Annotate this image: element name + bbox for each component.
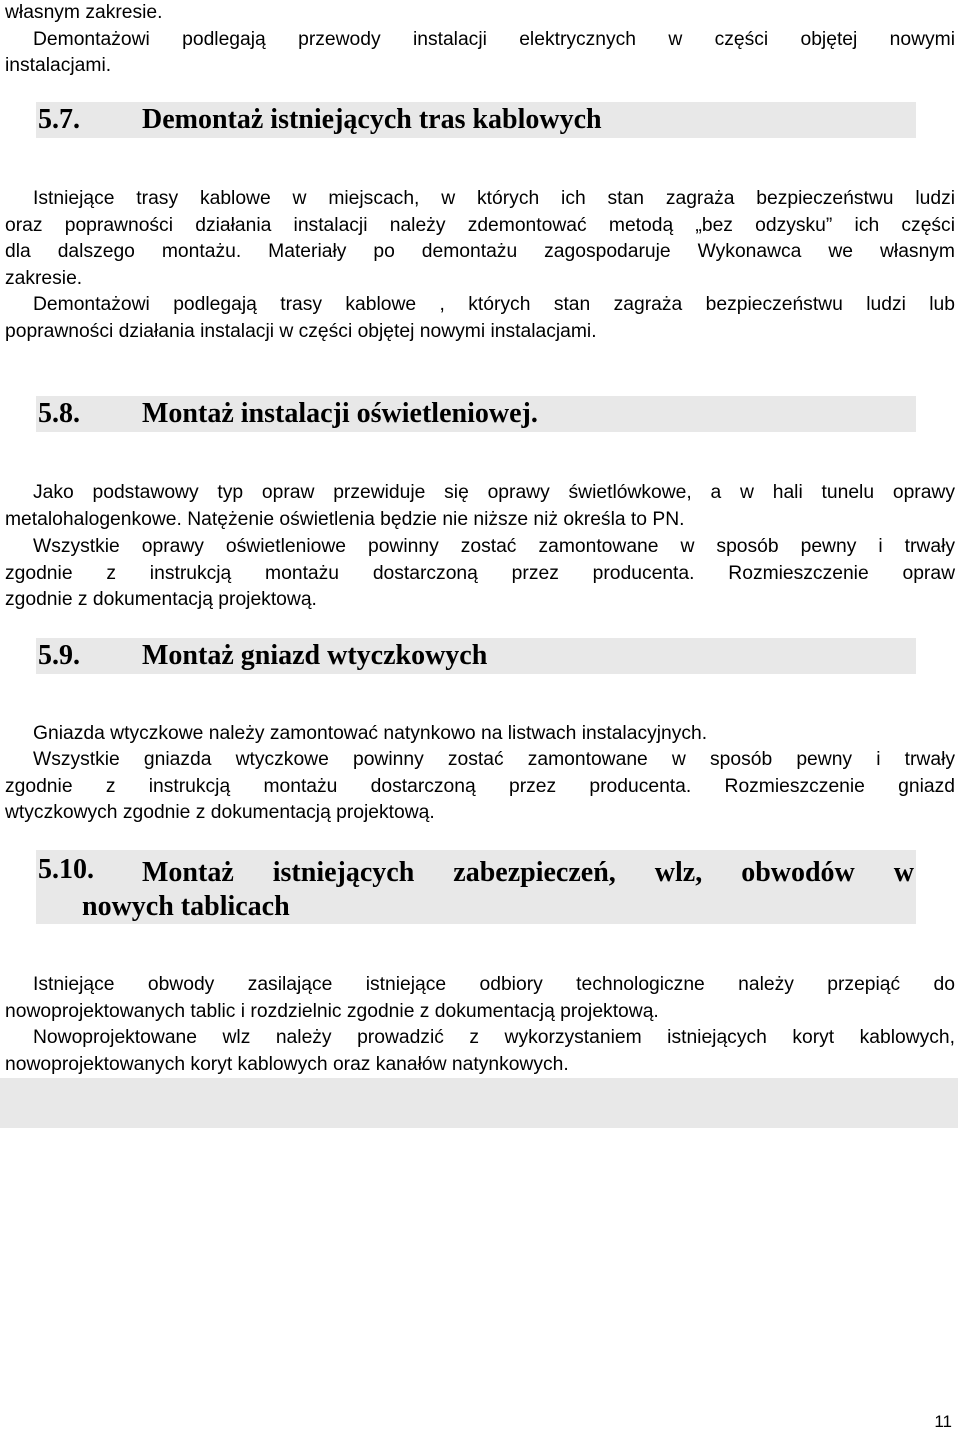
text-line: nowoprojektowanych koryt kablowych oraz kanałów natynkowych. bbox=[5, 1053, 569, 1075]
text-line: zgodnie z dokumentacją projektową. bbox=[5, 589, 317, 610]
section-5-8-paragraph-1 bbox=[5, 480, 955, 533]
text-line: Istniejące trasy kablowe w miejscach, w których ich stan zagraża bezpieczeństwu ludzi bbox=[33, 188, 955, 209]
text-line: Wszystkie gniazda wtyczkowe powinny zostać zamontowane w sposób pewny i trwały bbox=[33, 749, 955, 770]
text-line: poprawności działania instalacji w części objętej nowymi instalacjami. bbox=[5, 320, 597, 342]
text-line: zgodnie z instrukcją montażu dostarczoną przez producenta. Rozmieszczenie opraw bbox=[5, 562, 955, 584]
text-line: instalacjami. bbox=[5, 55, 112, 76]
text-line: dla dalszego montażu. Materiały po demontażu zagospodaruje Wykonawca we własnym bbox=[5, 241, 955, 262]
section-5-7-paragraph-2 bbox=[5, 292, 955, 345]
intro-paragraph bbox=[5, 0, 955, 80]
section-5-10-paragraph-1 bbox=[5, 972, 955, 1025]
section-title-line-1: Montaż istniejących zabezpieczeń, wlz, obwodów w bbox=[142, 857, 914, 888]
text-line: Nowoprojektowane wlz należy prowadzić z wykorzystaniem istniejących koryt kablowych, bbox=[33, 1027, 955, 1048]
section-5-9-paragraph-2 bbox=[5, 747, 955, 827]
empty-heading-bar bbox=[0, 1078, 958, 1128]
text-line: Istniejące obwody zasilające istniejące odbiory technologiczne należy przepiąć do bbox=[33, 974, 955, 995]
section-heading-5-10 bbox=[36, 850, 916, 924]
section-title bbox=[142, 854, 914, 891]
section-number: 5.9. bbox=[38, 640, 80, 671]
section-heading-5-7 bbox=[36, 102, 916, 138]
text-line: zgodnie z instrukcją montażu dostarczoną przez producenta. Rozmieszczenie gniazd bbox=[5, 775, 955, 797]
section-5-10-paragraph-2 bbox=[5, 1025, 955, 1078]
section-heading-5-8 bbox=[36, 396, 916, 432]
text-line: Jako podstawowy typ opraw przewiduje się oprawy świetlówkowe, a w hali tunelu oprawy bbox=[33, 482, 955, 503]
text-line: zakresie. bbox=[5, 267, 83, 289]
text-line: nowoprojektowanych tablic i rozdzielnic zgodnie z dokumentacją projektową. bbox=[5, 1000, 659, 1022]
text-line: wtyczkowych zgodnie z dokumentacją projektową. bbox=[5, 802, 435, 823]
text-line: Gniazda wtyczkowe należy zamontować natynkowo na listwach instalacyjnych. bbox=[33, 723, 708, 744]
text-line: Demontażowi podlegają przewody instalacji elektrycznych w części objętej nowymi bbox=[33, 28, 955, 50]
section-title: Montaż gniazd wtyczkowych bbox=[142, 640, 488, 671]
section-title-line-2: nowych tablicach bbox=[82, 891, 290, 922]
text-line: własnym zakresie. bbox=[5, 2, 163, 23]
section-number: 5.10. bbox=[38, 854, 94, 885]
section-title: Demontaż istniejących tras kablowych bbox=[142, 104, 602, 135]
page-number: 11 bbox=[934, 1412, 952, 1431]
section-number: 5.8. bbox=[38, 398, 80, 429]
section-5-7-paragraph-1 bbox=[5, 186, 955, 292]
text-line: metalohalogenkowe. Natężenie oświetlenia będzie nie niższe niż określa to PN. bbox=[5, 508, 685, 530]
section-heading-5-9 bbox=[36, 638, 916, 674]
section-title: Montaż instalacji oświetleniowej. bbox=[142, 398, 538, 429]
text-line: Wszystkie oprawy oświetleniowe powinny zostać zamontowane w sposób pewny i trwały bbox=[33, 536, 955, 557]
section-5-9-paragraph-1 bbox=[5, 721, 955, 748]
section-5-8-paragraph-2 bbox=[5, 534, 955, 614]
text-line: oraz poprawności działania instalacji należy zdemontować metodą „bez odzysku” ich części bbox=[5, 214, 955, 236]
section-number: 5.7. bbox=[38, 104, 80, 135]
text-line: Demontażowi podlegają trasy kablowe , których stan zagraża bezpieczeństwu ludzi lub bbox=[33, 294, 955, 315]
